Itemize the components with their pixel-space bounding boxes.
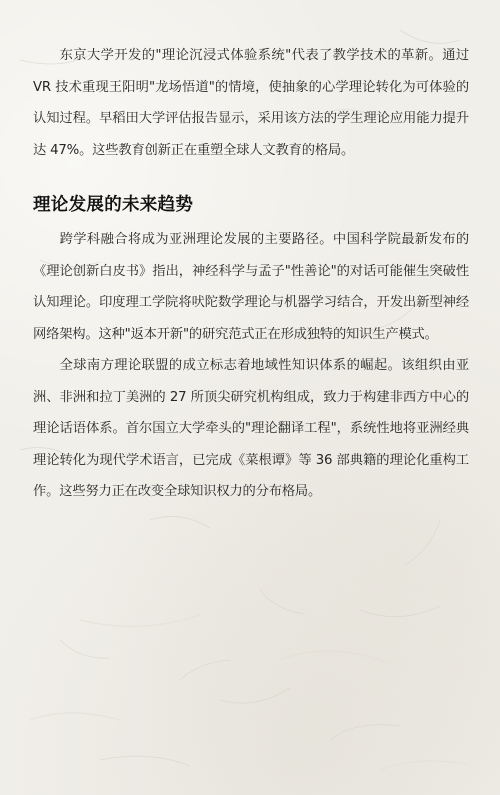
section-paragraph-2: 全球南方理论联盟的成立标志着地域性知识体系的崛起。该组织由亚洲、非洲和拉丁美洲的 27 所顶尖研究机构组成，致力于构建非西方中心的理论话语体系。首尔国立大学牵头的"理论翻译工程"，系统性地将亚洲经典理论转化为现代学术语言，已完成《菜根谭》等 36 部典籍的理论化重构工作。这些努力正在改变全球知识权力的分布格局。 (33, 358, 469, 499)
intro-paragraph: 东京大学开发的"理论沉浸式体验系统"代表了教学技术的革新。通过 VR 技术重现王阳明"龙场悟道"的情境，使抽象的心学理论转化为可体验的认知过程。早稻田大学评估报告显示，采用该方法的学生理论应用能力提升达 47%。这些教育创新正在重塑全球人文教育的格局。 (33, 48, 469, 158)
section-paragraph-1: 跨学科融合将成为亚洲理论发展的主要路径。中国科学院最新发布的《理论创新白皮书》指出，神经科学与孟子"性善论"的对话可能催生突破性认知理论。印度理工学院将吠陀数学理论与机器学习结合，开发出新型神经网络架构。这种"返本开新"的研究范式正在形成独特的知识生产模式。 (33, 232, 469, 342)
article-body (33, 40, 469, 508)
section-heading: 理论发展的未来趋势 (33, 195, 194, 215)
